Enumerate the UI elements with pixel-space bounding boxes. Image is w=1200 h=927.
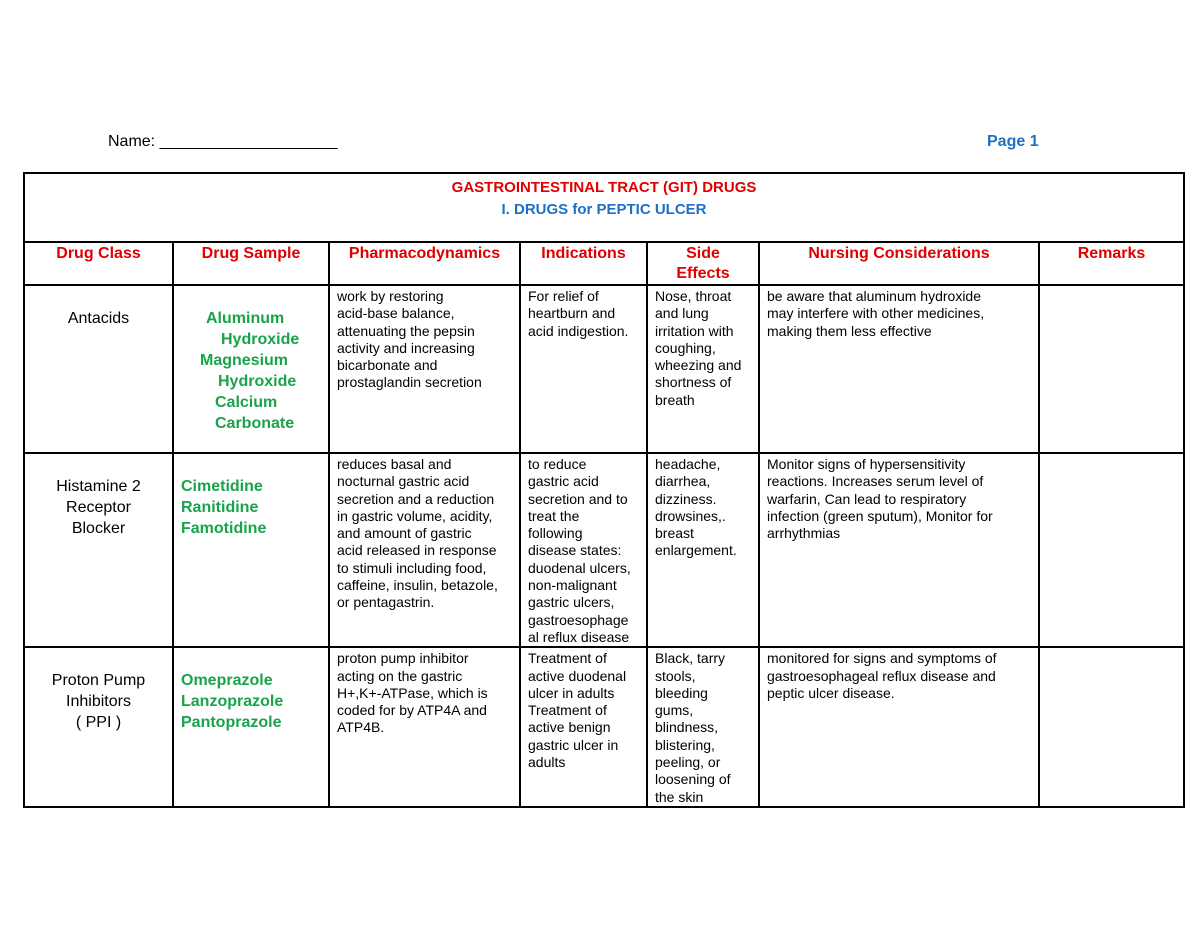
indications-text: For relief of heartburn and acid indigestion. xyxy=(528,288,629,339)
pharmacodynamics-text: work by restoring acid-base balance, attenuating the pepsin activity and increasing bicarbonate and prostaglandin secretion xyxy=(337,288,482,391)
page-number: Page 1 xyxy=(987,133,1039,150)
side-effects-cell xyxy=(647,647,759,807)
remarks-cell xyxy=(1039,285,1184,453)
drug-sample-cell xyxy=(173,647,329,807)
indications-cell xyxy=(520,453,647,647)
drug-sample: Ranitidine xyxy=(181,499,259,516)
nursing-text: monitored for signs and symptoms of gastroesophageal reflux disease and peptic ulcer disease. xyxy=(767,650,997,701)
drug-class: Proton Pump Inhibitors ( PPI ) xyxy=(51,672,146,732)
drug-class: Antacids xyxy=(67,310,130,327)
side-effects-text: headache, diarrhea, dizziness. drowsines,. breast enlargement. xyxy=(655,456,737,559)
nursing-cell xyxy=(759,285,1039,453)
drug-class-cell xyxy=(24,647,173,807)
side-effects-text: Nose, throat and lung irritation with coughing, wheezing and shortness of breath xyxy=(655,288,742,408)
drug-sample: Cimetidine xyxy=(181,478,263,495)
nursing-cell xyxy=(759,647,1039,807)
column-header-drug-sample: Drug Sample xyxy=(173,242,329,285)
drug-class-cell xyxy=(24,453,173,647)
drug-sample: Carbonate xyxy=(215,415,295,432)
table-subtitle: I. DRUGS for PEPTIC ULCER xyxy=(501,201,707,218)
pharmacodynamics-text: reduces basal and nocturnal gastric acid secretion and a reduction in gastric volume, acidity, and amount of gastric acid released in response to stimuli including food, caffeine, insulin, betazole, or pentagastrin. xyxy=(337,456,498,611)
drug-class: Histamine 2 Receptor Blocker xyxy=(56,478,141,537)
name-field-label: Name: ____________________ xyxy=(108,133,338,150)
remarks-cell xyxy=(1039,647,1184,807)
drug-sample: Lanzoprazole xyxy=(181,693,284,711)
nursing-text: Monitor signs of hypersensitivity reactions. Increases serum level of warfarin, Can lead to respiratory infection (green sputum), Monitor for arrhythmias xyxy=(767,456,993,542)
side-effects-text: Black, tarry stools, bleeding gums, blindness, blistering, peeling, or loosening of the skin xyxy=(655,650,731,805)
pharmacodynamics-cell xyxy=(329,453,520,647)
drug-sample: Aluminum xyxy=(206,310,285,327)
indications-cell xyxy=(520,285,647,453)
drug-sample: Hydroxide xyxy=(221,331,300,348)
remarks-cell xyxy=(1039,453,1184,647)
header-row xyxy=(24,242,1184,285)
indications-text: to reduce gastric acid secretion and to treat the following disease states: duodenal ulcers, non-malignant gastric ulcers, gastroesophage al reflux disease xyxy=(528,456,631,645)
column-header-pharmacodynamics: Pharmacodynamics xyxy=(329,242,520,285)
drug-table xyxy=(23,172,1185,808)
drug-sample-cell xyxy=(173,285,329,453)
indications-text: Treatment of active duodenal ulcer in adults Treatment of active benign gastric ulcer in adults xyxy=(528,650,627,771)
table-title: GASTROINTESTINAL TRACT (GIT) DRUGS xyxy=(451,179,757,196)
drug-sample: Magnesium xyxy=(200,352,289,369)
pharmacodynamics-cell xyxy=(329,647,520,807)
table-row xyxy=(24,647,1184,807)
drug-sample: Calcium xyxy=(215,394,278,411)
side-effects-cell xyxy=(647,453,759,647)
pharmacodynamics-cell xyxy=(329,285,520,453)
drug-sample-cell xyxy=(173,453,329,647)
title-cell xyxy=(24,173,1184,242)
drug-sample: Famotidine xyxy=(181,520,267,537)
column-header-side-effects: Side Effects xyxy=(647,242,759,285)
nursing-text: be aware that aluminum hydroxide may interfere with other medicines, making them less effective xyxy=(767,288,985,339)
column-header-drug-class: Drug Class xyxy=(24,242,173,285)
side-effects-cell xyxy=(647,285,759,453)
title-row xyxy=(24,173,1184,242)
drug-sample: Pantoprazole xyxy=(181,714,282,732)
pharmacodynamics-text: proton pump inhibitor acting on the gastric H+,K+-ATPase, which is coded for by ATP4A and ATP4B. xyxy=(337,650,488,736)
column-header-remarks: Remarks xyxy=(1039,242,1184,285)
drug-class-cell xyxy=(24,285,173,453)
table-row xyxy=(24,453,1184,647)
indications-cell xyxy=(520,647,647,807)
drug-sample: Hydroxide xyxy=(218,373,297,390)
column-header-nursing-considerations: Nursing Considerations xyxy=(759,242,1039,285)
drug-sample: Omeprazole xyxy=(181,672,273,690)
table-row xyxy=(24,285,1184,453)
column-header-indications: Indications xyxy=(520,242,647,285)
nursing-cell xyxy=(759,453,1039,647)
